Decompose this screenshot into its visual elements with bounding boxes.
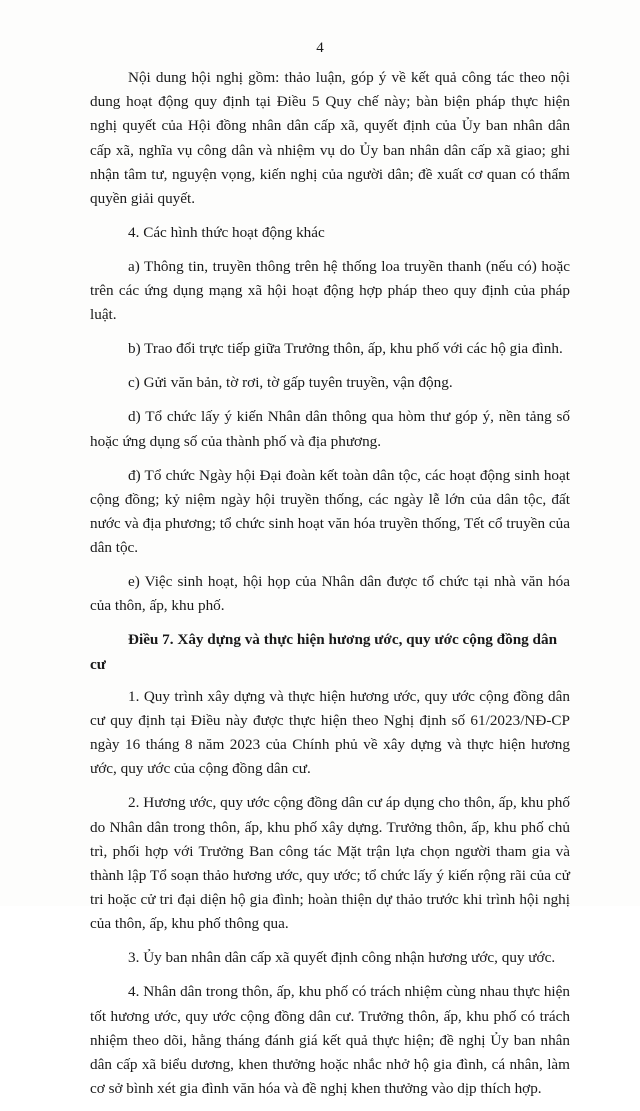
list-item: c) Gửi văn bản, tờ rơi, tờ gấp tuyên truyền, vận động. bbox=[128, 374, 453, 392]
article-heading: Điều 7. Xây dựng và thực hiện hương ước, quy ước cộng đồng dân cư bbox=[90, 631, 558, 673]
paragraph: 2. Hương ước, quy ước cộng đồng dân cư áp dụng cho thôn, ấp, khu phố do Nhân dân trong thôn, ấp, khu phố xây dựng. Trưởng thôn, ấp, khu phố chủ trì, phối hợp với Trưởng Ban công tác Mặt trận lựa chọn người tham gia và thành lập Tổ soạn thảo hương ước, quy ước; tổ chức lấy ý kiến rộng rãi của cử tri hoặc cử tri đại diện hộ gia đình; hoàn thiện dự thảo trước khi trình hội nghị của thôn, ấp, khu phố thông qua. bbox=[90, 794, 570, 933]
list-item: d) Tổ chức lấy ý kiến Nhân dân thông qua hòm thư góp ý, nền tảng số hoặc ứng dụng số của thành phố và địa phương. bbox=[90, 408, 570, 450]
list-item: e) Việc sinh hoạt, hội họp của Nhân dân được tổ chức tại nhà văn hóa của thôn, ấp, khu phố. bbox=[90, 573, 570, 615]
paragraph: 1. Quy trình xây dựng và thực hiện hương ước, quy ước cộng đồng dân cư quy định tại Điều này được thực hiện theo Nghị định số 61/2023/NĐ-CP ngày 16 tháng 8 năm 2023 của Chính phủ về xây dựng và thực hiện hương ước, quy ước của cộng đồng dân cư. bbox=[90, 687, 570, 778]
paragraph: 4. Nhân dân trong thôn, ấp, khu phố có trách nhiệm cùng nhau thực hiện tốt hương ước, quy ước cộng đồng dân cư. Trưởng thôn, ấp, khu phố có trách nhiệm theo dõi, hằng tháng đánh giá kết quả thực hiện; đề nghị Ủy ban nhân dân cấp xã biểu dương, khen thưởng hoặc nhắc nhở hộ gia đình, cá nhân, làm cơ sở bình xét gia đình văn hóa và đề nghị khen thưởng vào dịp thích hợp. bbox=[90, 983, 570, 1098]
paragraph: 3. Ủy ban nhân dân cấp xã quyết định công nhận hương ước, quy ước. bbox=[128, 949, 556, 967]
section-heading: 4. Các hình thức hoạt động khác bbox=[128, 224, 325, 242]
paragraph: Nội dung hội nghị gồm: thảo luận, góp ý về kết quả công tác theo nội dung hoạt động quy định tại Điều 5 Quy chế này; bàn biện pháp thực hiện nghị quyết của Hội đồng nhân dân cấp xã, quyết định của Ủy ban nhân dân cấp xã, nghĩa vụ công dân và nhiệm vụ do Ủy ban nhân dân cấp xã giao; ghi nhận tâm tư, nguyện vọng, kiến nghị của người dân; đề xuất cơ quan có thẩm quyền giải quyết. bbox=[90, 69, 570, 208]
list-item: a) Thông tin, truyền thông trên hệ thống loa truyền thanh (nếu có) hoặc trên các ứng dụng mạng xã hội hoạt động hợp pháp theo quy định của pháp luật. bbox=[90, 258, 570, 324]
page-number: 4 bbox=[316, 40, 324, 56]
document-body bbox=[90, 66, 570, 1111]
list-item: b) Trao đổi trực tiếp giữa Trưởng thôn, ấp, khu phố với các hộ gia đình. bbox=[128, 340, 563, 358]
list-item: đ) Tổ chức Ngày hội Đại đoàn kết toàn dân tộc, các hoạt động sinh hoạt cộng đồng; kỷ niệm ngày hội truyền thống, các ngày lễ lớn của dân tộc, đất nước và địa phương; tổ chức sinh hoạt văn hóa truyền thống, Tết cổ truyền của dân tộc. bbox=[90, 466, 570, 557]
